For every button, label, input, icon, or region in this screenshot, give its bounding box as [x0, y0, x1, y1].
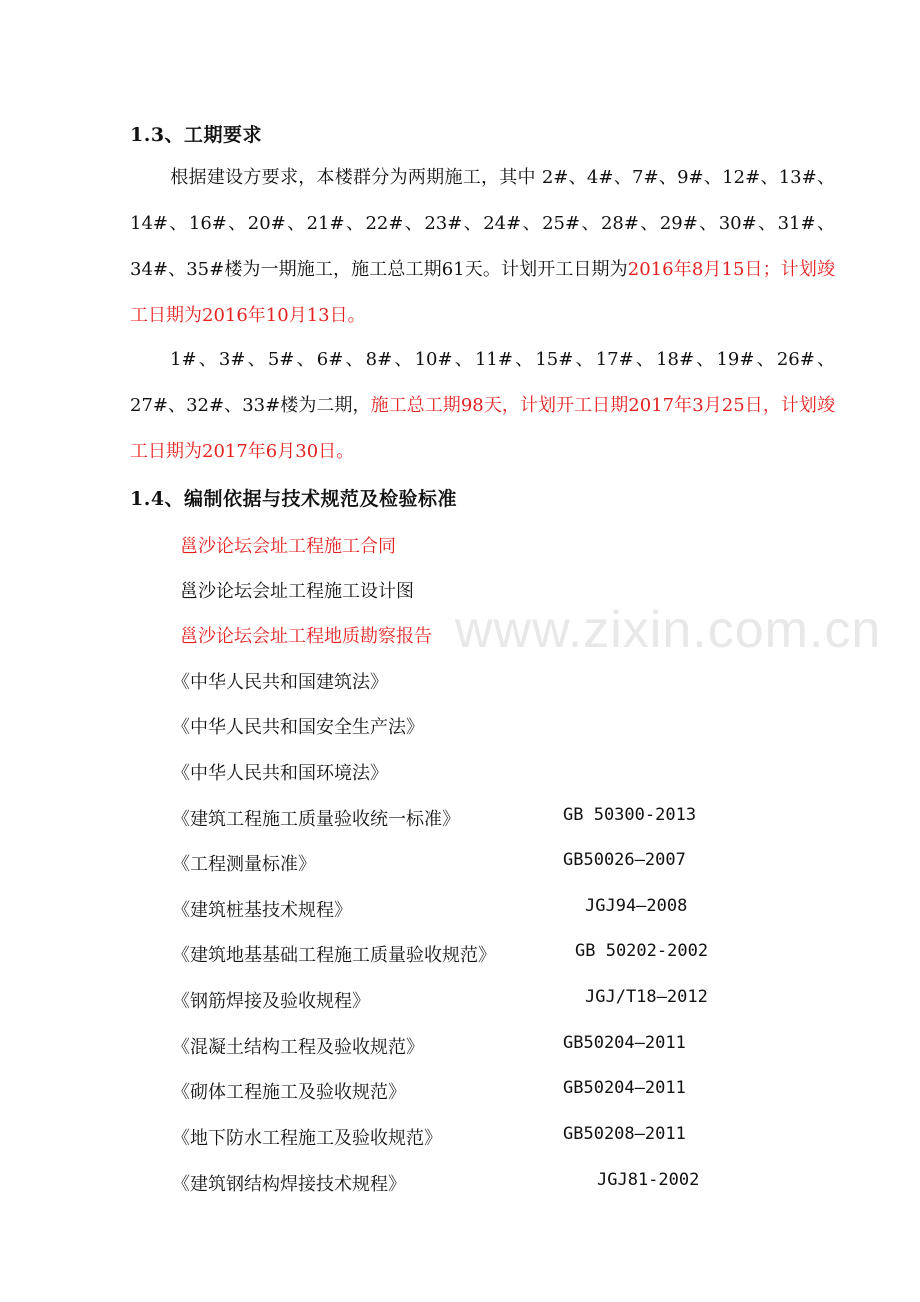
reference-item	[172, 1170, 700, 1196]
reference-code: GB50204—2011	[563, 1033, 686, 1053]
reference-code: JGJ94—2008	[585, 896, 688, 916]
doc-item: 邕沙论坛会址工程施工设计图	[180, 581, 414, 602]
reference-item	[172, 668, 388, 694]
reference-item	[172, 850, 686, 876]
paragraph-phase-one-dates: 2016年8月15日；计划竣工日期为2016年10月13日。	[130, 259, 835, 326]
reference-title: 《钢筋焊接及验收规程》	[172, 991, 370, 1012]
reference-title: 《中华人民共和国安全生产法》	[172, 717, 424, 738]
reference-title: 《砌体工程施工及验收规范》	[172, 1082, 406, 1103]
section-heading-1-4: 1.4、编制依据与技术规范及检验标准	[130, 488, 458, 510]
reference-title: 《中华人民共和国建筑法》	[172, 672, 388, 693]
reference-code: GB50204—2011	[563, 1078, 686, 1098]
reference-title: 《地下防水工程施工及验收规范》	[172, 1128, 442, 1149]
reference-code: GB50208—2011	[563, 1124, 686, 1144]
reference-item	[172, 805, 697, 831]
reference-title: 《混凝土结构工程及验收规范》	[172, 1037, 424, 1058]
reference-item	[172, 1078, 686, 1104]
reference-item	[172, 941, 709, 967]
section-heading-1-3: 1.3、工期要求	[130, 124, 263, 146]
reference-title: 《中华人民共和国环境法》	[172, 763, 388, 784]
reference-item	[172, 713, 424, 739]
reference-item	[172, 1033, 686, 1059]
watermark: www.zixin.com.cn	[455, 601, 882, 659]
reference-title: 《工程测量标准》	[172, 854, 316, 875]
reference-code: GB 50202-2002	[575, 941, 709, 961]
reference-item	[172, 896, 688, 922]
reference-code: GB50026—2007	[563, 850, 686, 870]
reference-title: 《建筑工程施工质量验收统一标准》	[172, 809, 460, 830]
paragraph-phase-one-text: 根据建设方要求，本楼群分为两期施工，其中 2#、4#、7#、9#、12#、13#、14#、16#、20#、21#、22#、23#、24#、25#、28#、29#、30#、31#、34#、35#楼为一期施工，施工总工期61天。计划开工日期为	[130, 167, 835, 280]
paragraph-phase-two	[130, 337, 835, 475]
paragraph-phase-one	[130, 155, 835, 339]
reference-title: 《建筑钢结构焊接技术规程》	[172, 1174, 406, 1195]
reference-item	[172, 1124, 686, 1150]
reference-item	[172, 759, 388, 785]
paragraph-phase-two-text: 1#、3#、5#、6#、8#、10#、11#、15#、17#、18#、19#、26#、27#、32#、33#楼为二期，	[130, 349, 835, 416]
reference-code: JGJ/T18—2012	[585, 987, 708, 1007]
reference-code: GB 50300-2013	[563, 805, 697, 825]
reference-item	[172, 987, 708, 1013]
reference-title: 《建筑桩基技术规程》	[172, 900, 352, 921]
doc-item: 邕沙论坛会址工程施工合同	[180, 536, 396, 557]
reference-code: JGJ81-2002	[597, 1170, 700, 1190]
reference-title: 《建筑地基基础工程施工质量验收规范》	[172, 945, 496, 966]
paragraph-phase-two-dates: 施工总工期98天，计划开工日期2017年3月25日，计划竣工日期为2017年6月30日。	[130, 395, 835, 462]
doc-item: 邕沙论坛会址工程地质勘察报告	[180, 626, 432, 647]
